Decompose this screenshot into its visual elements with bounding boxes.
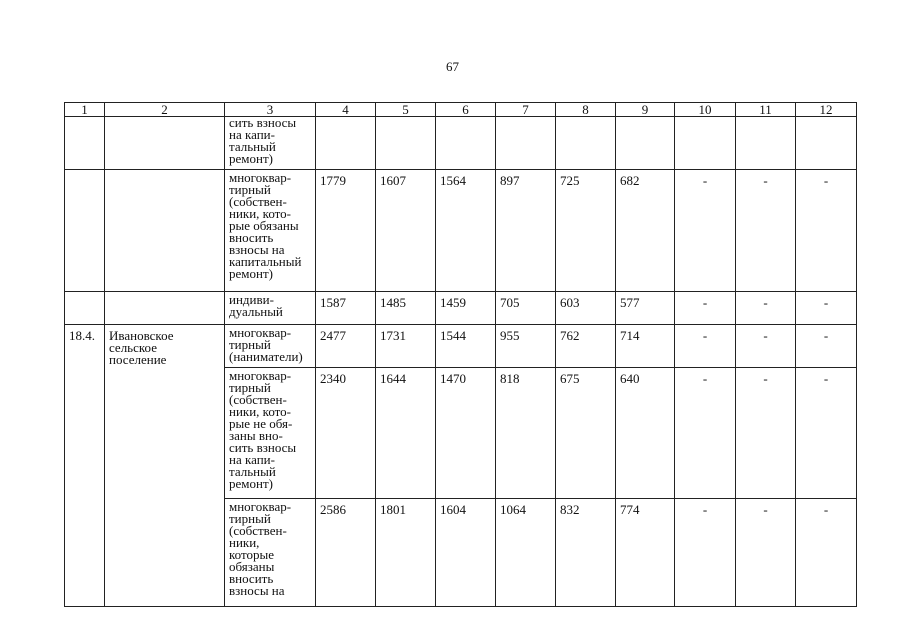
- value-cell: [556, 117, 616, 170]
- column-header: 6: [436, 103, 496, 117]
- value-cell: 1779: [316, 170, 376, 292]
- value-cell: 714: [616, 325, 675, 368]
- value-cell: 1564: [436, 170, 496, 292]
- column-header: 9: [616, 103, 675, 117]
- housing-type-cell: многоквар- тирный (собствен- ники, которые обязаны вносить взносы на: [225, 499, 316, 607]
- value-cell: 774: [616, 499, 675, 607]
- value-cell: 1587: [316, 292, 376, 325]
- column-header: 1: [65, 103, 105, 117]
- value-cell: 1607: [376, 170, 436, 292]
- value-cell: -: [796, 170, 857, 292]
- value-cell: [436, 117, 496, 170]
- table-row: [65, 292, 857, 325]
- value-cell: 640: [616, 368, 675, 499]
- value-cell: [736, 117, 796, 170]
- column-header: 8: [556, 103, 616, 117]
- value-cell: [616, 117, 675, 170]
- section-region: Ивановское сельское поселение: [105, 325, 225, 607]
- value-cell: -: [675, 170, 736, 292]
- value-cell: 725: [556, 170, 616, 292]
- value-cell: -: [736, 292, 796, 325]
- housing-type-cell: многоквар- тирный (наниматели): [225, 325, 316, 368]
- index-cell: [65, 170, 105, 292]
- region-cell: [105, 117, 225, 170]
- value-cell: 955: [496, 325, 556, 368]
- table-row: [65, 170, 857, 292]
- value-cell: 897: [496, 170, 556, 292]
- value-cell: 2477: [316, 325, 376, 368]
- value-cell: 818: [496, 368, 556, 499]
- value-cell: [675, 117, 736, 170]
- value-cell: 1470: [436, 368, 496, 499]
- column-header: 12: [796, 103, 857, 117]
- value-cell: 675: [556, 368, 616, 499]
- value-cell: 1731: [376, 325, 436, 368]
- value-cell: 832: [556, 499, 616, 607]
- value-cell: -: [736, 170, 796, 292]
- value-cell: 705: [496, 292, 556, 325]
- value-cell: [316, 117, 376, 170]
- value-cell: -: [675, 499, 736, 607]
- value-cell: 1801: [376, 499, 436, 607]
- index-cell: [65, 292, 105, 325]
- value-cell: 577: [616, 292, 675, 325]
- value-cell: 1459: [436, 292, 496, 325]
- region-cell: [105, 170, 225, 292]
- value-cell: 1604: [436, 499, 496, 607]
- table-row: [65, 117, 857, 170]
- value-cell: -: [736, 499, 796, 607]
- value-cell: 762: [556, 325, 616, 368]
- value-cell: 682: [616, 170, 675, 292]
- page-number: 67: [446, 59, 459, 74]
- value-cell: -: [796, 292, 857, 325]
- table-row: [65, 325, 857, 368]
- region-cell: [105, 292, 225, 325]
- tariff-table: [64, 102, 857, 607]
- value-cell: 2586: [316, 499, 376, 607]
- column-header: 10: [675, 103, 736, 117]
- column-header: 11: [736, 103, 796, 117]
- housing-type-cell: индиви- дуальный: [225, 292, 316, 325]
- column-header: 3: [225, 103, 316, 117]
- index-cell: [65, 117, 105, 170]
- value-cell: -: [796, 325, 857, 368]
- value-cell: -: [736, 325, 796, 368]
- value-cell: 1644: [376, 368, 436, 499]
- value-cell: -: [675, 368, 736, 499]
- housing-type-cell: многоквар- тирный (собствен- ники, кото- рые обязаны вносить взносы на капитальный ремонт): [225, 170, 316, 292]
- value-cell: 603: [556, 292, 616, 325]
- column-header: 5: [376, 103, 436, 117]
- column-header: 2: [105, 103, 225, 117]
- value-cell: -: [675, 292, 736, 325]
- value-cell: 1544: [436, 325, 496, 368]
- column-header: 4: [316, 103, 376, 117]
- value-cell: 1485: [376, 292, 436, 325]
- housing-type-cell: сить взносы на капи- тальный ремонт): [225, 117, 316, 170]
- value-cell: [376, 117, 436, 170]
- value-cell: -: [796, 499, 857, 607]
- value-cell: 2340: [316, 368, 376, 499]
- value-cell: [796, 117, 857, 170]
- value-cell: -: [675, 325, 736, 368]
- value-cell: -: [736, 368, 796, 499]
- value-cell: 1064: [496, 499, 556, 607]
- value-cell: [496, 117, 556, 170]
- header-row: [65, 103, 857, 117]
- value-cell: -: [796, 368, 857, 499]
- housing-type-cell: многоквар- тирный (собствен- ники, кото- рые не обя- заны вно- сить взносы на капи- тальный ремонт): [225, 368, 316, 499]
- section-index: 18.4.: [65, 325, 105, 607]
- column-header: 7: [496, 103, 556, 117]
